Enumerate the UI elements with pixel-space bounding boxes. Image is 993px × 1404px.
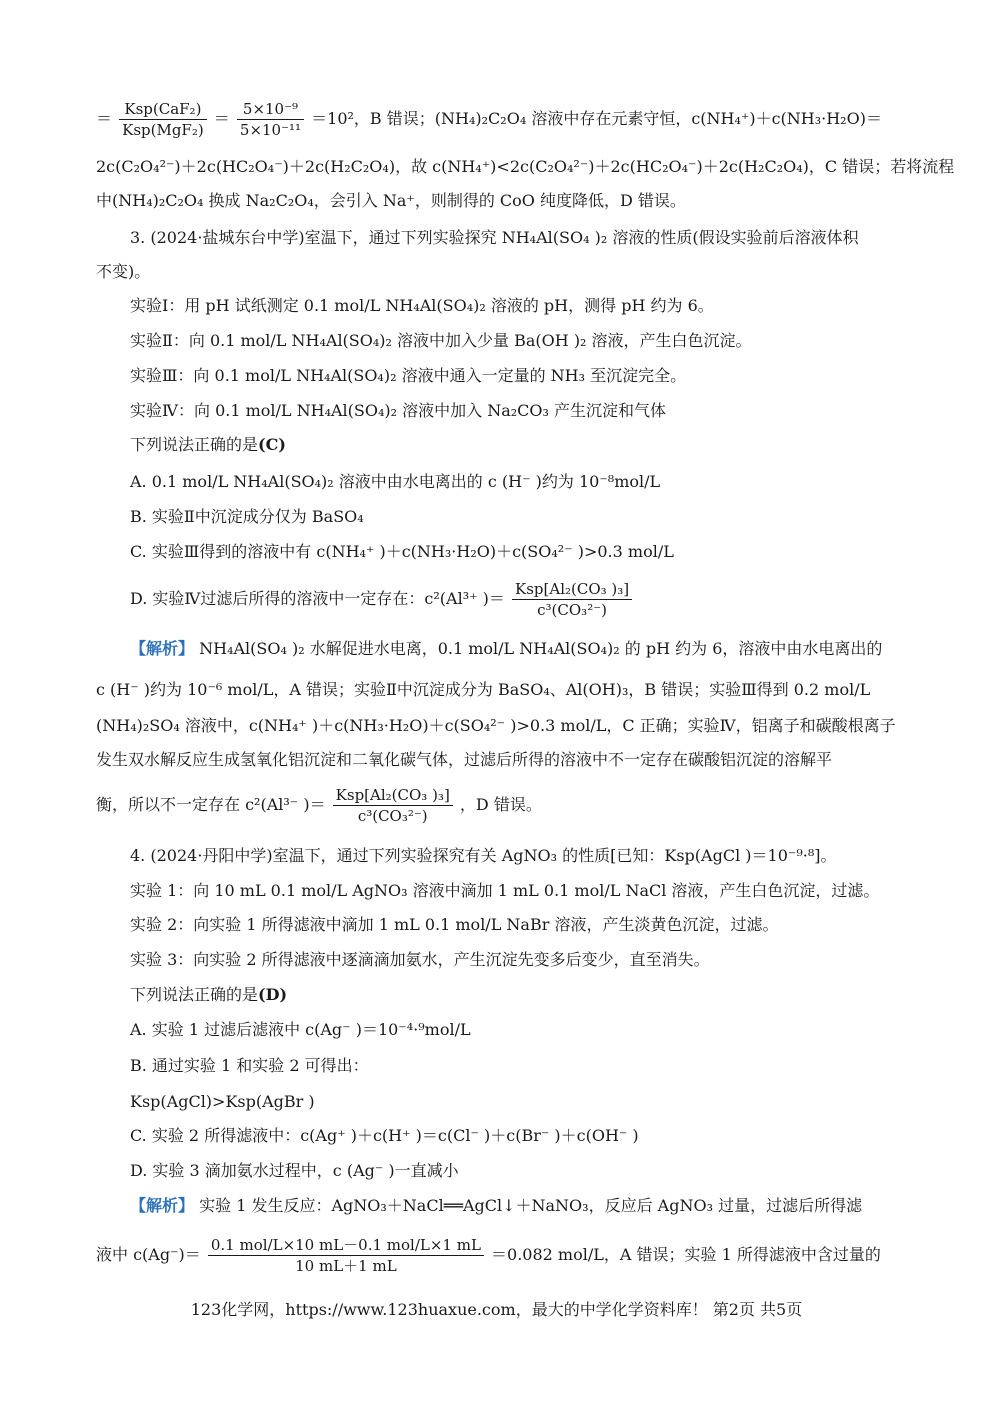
question-prompt bbox=[130, 435, 286, 455]
analysis-tag: 【解析】 bbox=[130, 639, 195, 658]
fraction-denominator: 5×10⁻¹¹ bbox=[239, 121, 302, 139]
experiment-4: 实验Ⅳ：向 0.1 mol/L NH₄Al(SO₄)₂ 溶液中加入 Na₂CO₃ 产生沉淀和气体 bbox=[130, 401, 667, 420]
option-b: B. 实验Ⅱ中沉淀成分仅为 BaSO₄ bbox=[130, 507, 364, 526]
fraction-numerator: 0.1 mol/L×10 mL－0.1 mol/L×1 mL bbox=[208, 1236, 484, 1256]
ksp-fraction bbox=[512, 580, 632, 619]
option-d: D. 实验 3 滴加氨水过程中，c (Ag⁻ )一直减小 bbox=[130, 1161, 459, 1180]
equation-line bbox=[96, 100, 882, 139]
experiment-2: 实验Ⅱ：向 0.1 mol/L NH₄Al(SO₄)₂ 溶液中加入少量 Ba(OH )₂ 溶液，产生白色沉淀。 bbox=[130, 331, 752, 350]
option-b-formula: Ksp(AgCl)>Ksp(AgBr ) bbox=[130, 1092, 315, 1111]
analysis-line bbox=[130, 639, 882, 659]
option-c: C. 实验 2 所得滤液中：c(Ag⁺ )＋c(H⁺ )＝c(Cl⁻ )＋c(Br⁻ )＋c(OH⁻ ) bbox=[130, 1126, 639, 1145]
analysis-text: NH₄Al(SO₄ )₂ 水解促进水电离，0.1 mol/L NH₄Al(SO₄)₂ 的 pH 约为 6，溶液中由水电离出的 bbox=[194, 639, 883, 658]
text-line: (NH₄)₂SO₄ 溶液中，c(NH₄⁺ )＋c(NH₃·H₂O)＋c(SO₄²⁻ )>0.3 mol/L，C 正确；实验Ⅳ，铝离子和碳酸根离子 bbox=[96, 716, 896, 735]
text-line: 中(NH₄)₂C₂O₄ 换成 Na₂C₂O₄，会引入 Na⁺，则制得的 CoO 纯度降低，D 错误。 bbox=[96, 191, 686, 210]
analysis-conclusion bbox=[96, 786, 542, 825]
text-line: c (H⁻ )约为 10⁻⁶ mol/L，A 错误；实验Ⅱ中沉淀成分为 BaSO₄、Al(OH)₃，B 错误；实验Ⅲ得到 0.2 mol/L bbox=[96, 680, 871, 699]
experiment-3: 实验Ⅲ：向 0.1 mol/L NH₄Al(SO₄)₂ 溶液中通入一定量的 NH₃ 至沉淀完全。 bbox=[130, 366, 687, 385]
answer-label: (C) bbox=[258, 435, 286, 454]
text-line: 不变)。 bbox=[96, 262, 151, 281]
answer-label: (D) bbox=[258, 985, 288, 1004]
fraction-numerator: Ksp(CaF₂) bbox=[119, 100, 207, 120]
text: 衡，所以不一定存在 c²(Al³⁻ )＝ bbox=[96, 795, 326, 814]
analysis-tag: 【解析】 bbox=[130, 1196, 195, 1215]
analysis-line bbox=[130, 1196, 862, 1216]
text: ＝10²，B 错误；(NH₄)₂C₂O₄ 溶液中存在元素守恒，c(NH₄⁺)＋c(NH₃·H₂O)＝ bbox=[311, 109, 882, 128]
equals-sign: ＝ bbox=[213, 109, 230, 128]
value-ratio-fraction bbox=[237, 100, 304, 139]
option-a: A. 实验 1 过滤后滤液中 c(Ag⁻ )＝10⁻⁴·⁹mol/L bbox=[130, 1020, 471, 1039]
experiment-3: 实验 3：向实验 2 所得滤液中逐滴滴加氨水，产生沉淀先变多后变少，直至消失。 bbox=[130, 950, 710, 969]
fraction-denominator: Ksp(MgF₂) bbox=[122, 121, 204, 139]
text: 液中 c(Ag⁻)＝ bbox=[96, 1245, 201, 1264]
fraction-numerator: 5×10⁻⁹ bbox=[237, 100, 304, 120]
option-a: A. 0.1 mol/L NH₄Al(SO₄)₂ 溶液中由水电离出的 c (H⁻ )约为 10⁻⁸mol/L bbox=[130, 472, 661, 491]
fraction-numerator: Ksp[Al₂(CO₃ )₃] bbox=[512, 580, 632, 600]
fraction-denominator: c³(CO₃²⁻) bbox=[357, 807, 428, 825]
option-text: D. 实验Ⅳ过滤后所得的溶液中一定存在：c²(Al³⁺ )＝ bbox=[130, 589, 505, 608]
experiment-1: 实验 1：向 10 mL 0.1 mol/L AgNO₃ 溶液中滴加 1 mL 0.1 mol/L NaCl 溶液，产生白色沉淀，过滤。 bbox=[130, 881, 880, 900]
question-4-stem: 4. (2024·丹阳中学)室温下，通过下列实验探究有关 AgNO₃ 的性质[已知：Ksp(AgCl )＝10⁻⁹·⁸]。 bbox=[130, 846, 837, 865]
option-d bbox=[130, 580, 634, 619]
text: ＝0.082 mol/L，A 错误；实验 1 所得滤液中含过量的 bbox=[491, 1245, 881, 1264]
experiment-2: 实验 2：向实验 1 所得滤液中滴加 1 mL 0.1 mol/L NaBr 溶液，产生淡黄色沉淀，过滤。 bbox=[130, 915, 779, 934]
text-line: 发生双水解反应生成氢氧化铝沉淀和二氧化碳气体，过滤后所得的溶液中不一定存在碳酸铝沉淀的溶解平 bbox=[96, 750, 833, 769]
option-b: B. 通过实验 1 和实验 2 可得出： bbox=[130, 1056, 369, 1075]
prompt-text: 下列说法正确的是 bbox=[130, 435, 259, 454]
question-3-stem: 3. (2024·盐城东台中学)室温下，通过下列实验探究 NH₄Al(SO₄ )₂ 溶液的性质(假设实验前后溶液体积 bbox=[130, 228, 859, 247]
experiment-1: 实验Ⅰ：用 pH 试纸测定 0.1 mol/L NH₄Al(SO₄)₂ 溶液的 pH，测得 pH 约为 6。 bbox=[130, 296, 714, 315]
option-c: C. 实验Ⅲ得到的溶液中有 c(NH₄⁺ )＋c(NH₃·H₂O)＋c(SO₄²⁻ )>0.3 mol/L bbox=[130, 542, 674, 561]
ksp-ratio-fraction bbox=[119, 100, 207, 139]
page-footer: 123化学网，https://www.123huaxue.com，最大的中学化学资料库！ 第2页 共5页 bbox=[190, 1300, 803, 1319]
text-line: 2c(C₂O₄²⁻)＋2c(HC₂O₄⁻)＋2c(H₂C₂O₄)，故 c(NH₄⁺)<2c(C₂O₄²⁻)＋2c(HC₂O₄⁻)＋2c(H₂C₂O₄)，C 错误；若将流程 bbox=[96, 157, 955, 176]
analysis-fraction-line bbox=[96, 1236, 881, 1275]
question-prompt bbox=[130, 985, 287, 1005]
concentration-fraction bbox=[208, 1236, 484, 1275]
analysis-text: 实验 1 发生反应：AgNO₃＋NaCl══AgCl↓＋NaNO₃，反应后 AgNO₃ 过量，过滤后所得滤 bbox=[194, 1196, 863, 1215]
fraction-denominator: c³(CO₃²⁻) bbox=[537, 601, 607, 619]
fraction-denominator: 10 mL＋1 mL bbox=[295, 1257, 397, 1275]
text: ，D 错误。 bbox=[459, 795, 542, 814]
prompt-text: 下列说法正确的是 bbox=[130, 985, 259, 1004]
equals-sign: ＝ bbox=[96, 109, 113, 128]
fraction-numerator: Ksp[Al₂(CO₃ )₃] bbox=[333, 786, 453, 806]
ksp-fraction bbox=[333, 786, 453, 825]
